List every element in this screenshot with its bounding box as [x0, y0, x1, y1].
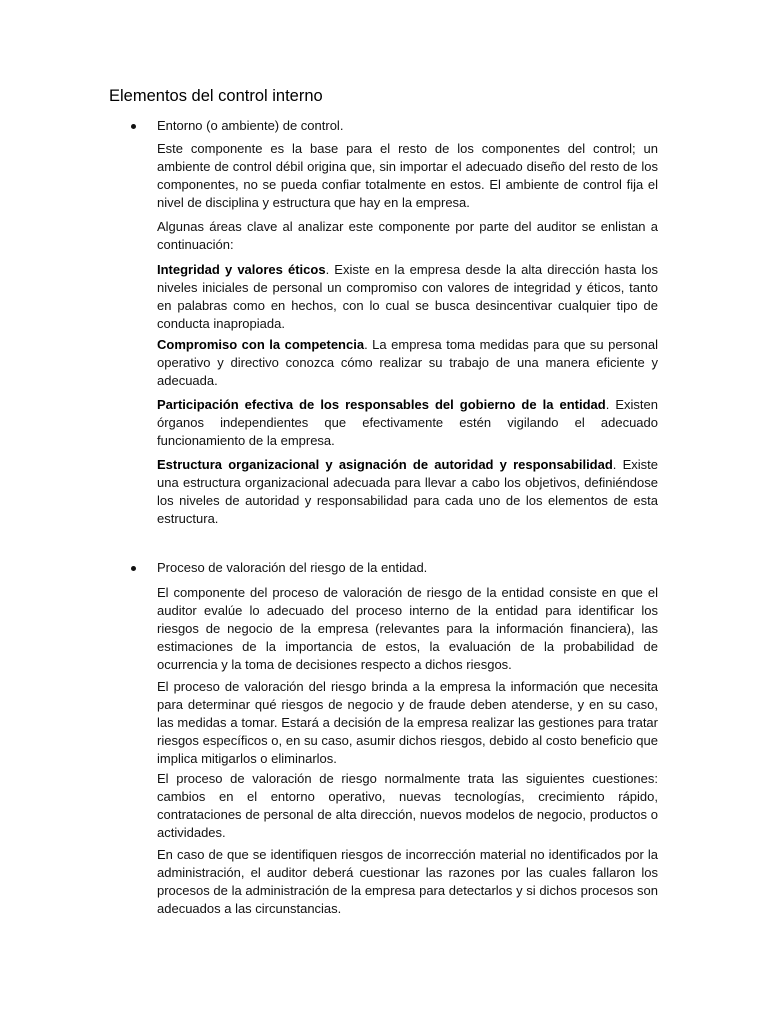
bullet-dot-icon	[131, 566, 136, 571]
paragraph	[157, 770, 658, 842]
document-title: Elementos del control interno	[109, 87, 323, 105]
paragraph-text: Este componente es la base para el resto de los componentes del control; un ambiente de control débil origina que, sin importar el adecuado diseño del resto de los componentes, no se pueda confiar totalmente en estos. El ambiente de control fija el nivel de disciplina y estructura que hay en la empresa.	[157, 141, 658, 210]
paragraph	[157, 336, 658, 390]
paragraph	[157, 456, 658, 528]
paragraph	[157, 678, 658, 768]
paragraph	[157, 396, 658, 450]
paragraph-text: . Existe en la empresa desde la alta dirección hasta los niveles iniciales de personal un compromiso con valores de integridad y éticos, tanto en palabras como en hechos, con lo cual se busca desincentivar cualquier tipo de conducta inapropiada.	[157, 262, 658, 331]
paragraph-text: Algunas áreas clave al analizar este componente por parte del auditor se enlistan a continuación:	[157, 219, 658, 252]
paragraph-text: En caso de que se identifiquen riesgos de incorrección material no identificados por la administración, el auditor deberá cuestionar las razones por las cuales fallaron los procesos de la administración de la empresa para detectarlos y si dichos procesos son adecuados a las circunstancias.	[157, 847, 658, 916]
paragraph-lead: Participación efectiva de los responsables del gobierno de la entidad	[157, 397, 606, 412]
paragraph-text: El proceso de valoración del riesgo brinda a la empresa la información que necesita para determinar qué riesgos de negocio y de fraude deben atenderse, y en su caso, las medidas a tomar. Estará a decisión de la empresa realizar las gestiones para tratar riesgos específicos o, en su caso, asumir dichos riesgos, debido al costo beneficio que implica mitigarlos o eliminarlos.	[157, 679, 658, 766]
paragraph	[157, 846, 658, 918]
paragraph-lead: Compromiso con la competencia	[157, 337, 365, 352]
bullet-label: Entorno (o ambiente) de control.	[157, 118, 344, 133]
paragraph-text: . Existen órganos independientes que efectivamente estén vigilando el adecuado funcionamiento de la empresa.	[157, 397, 658, 448]
bullet-label: Proceso de valoración del riesgo de la entidad.	[157, 560, 428, 575]
paragraph-lead: Estructura organizacional y asignación de autoridad y responsabilidad	[157, 457, 613, 472]
paragraph-lead: Integridad y valores éticos	[157, 262, 326, 277]
paragraph-text: . Existe una estructura organizacional adecuada para llevar a cabo los objetivos, definiéndose los niveles de autoridad y responsabilidad para cada uno de los elementos de esta estructura.	[157, 457, 658, 526]
paragraph	[157, 261, 658, 333]
bullet-dot-icon	[131, 124, 136, 129]
paragraph	[157, 584, 658, 674]
paragraph-text: El componente del proceso de valoración de riesgo de la entidad consiste en que el auditor evalúe lo adecuado del proceso interno de la entidad para identificar los riesgos de negocio de la empresa (relevantes para la información financiera), las estimaciones de la importancia de estos, la evaluación de la probabilidad de ocurrencia y la toma de decisiones respecto a dichos riesgos.	[157, 585, 658, 672]
paragraph-text: . La empresa toma medidas para que su personal operativo y directivo conozca cómo realizar su trabajo de una manera eficiente y adecuada.	[157, 337, 659, 388]
paragraph	[157, 218, 658, 254]
paragraph-text: El proceso de valoración de riesgo normalmente trata las siguientes cuestiones: cambios en el entorno operativo, nuevas tecnologías, crecimiento rápido, contrataciones de personal de alta dirección, nuevos modelos de negocio, productos o actividades.	[157, 771, 658, 840]
paragraph	[157, 140, 658, 212]
